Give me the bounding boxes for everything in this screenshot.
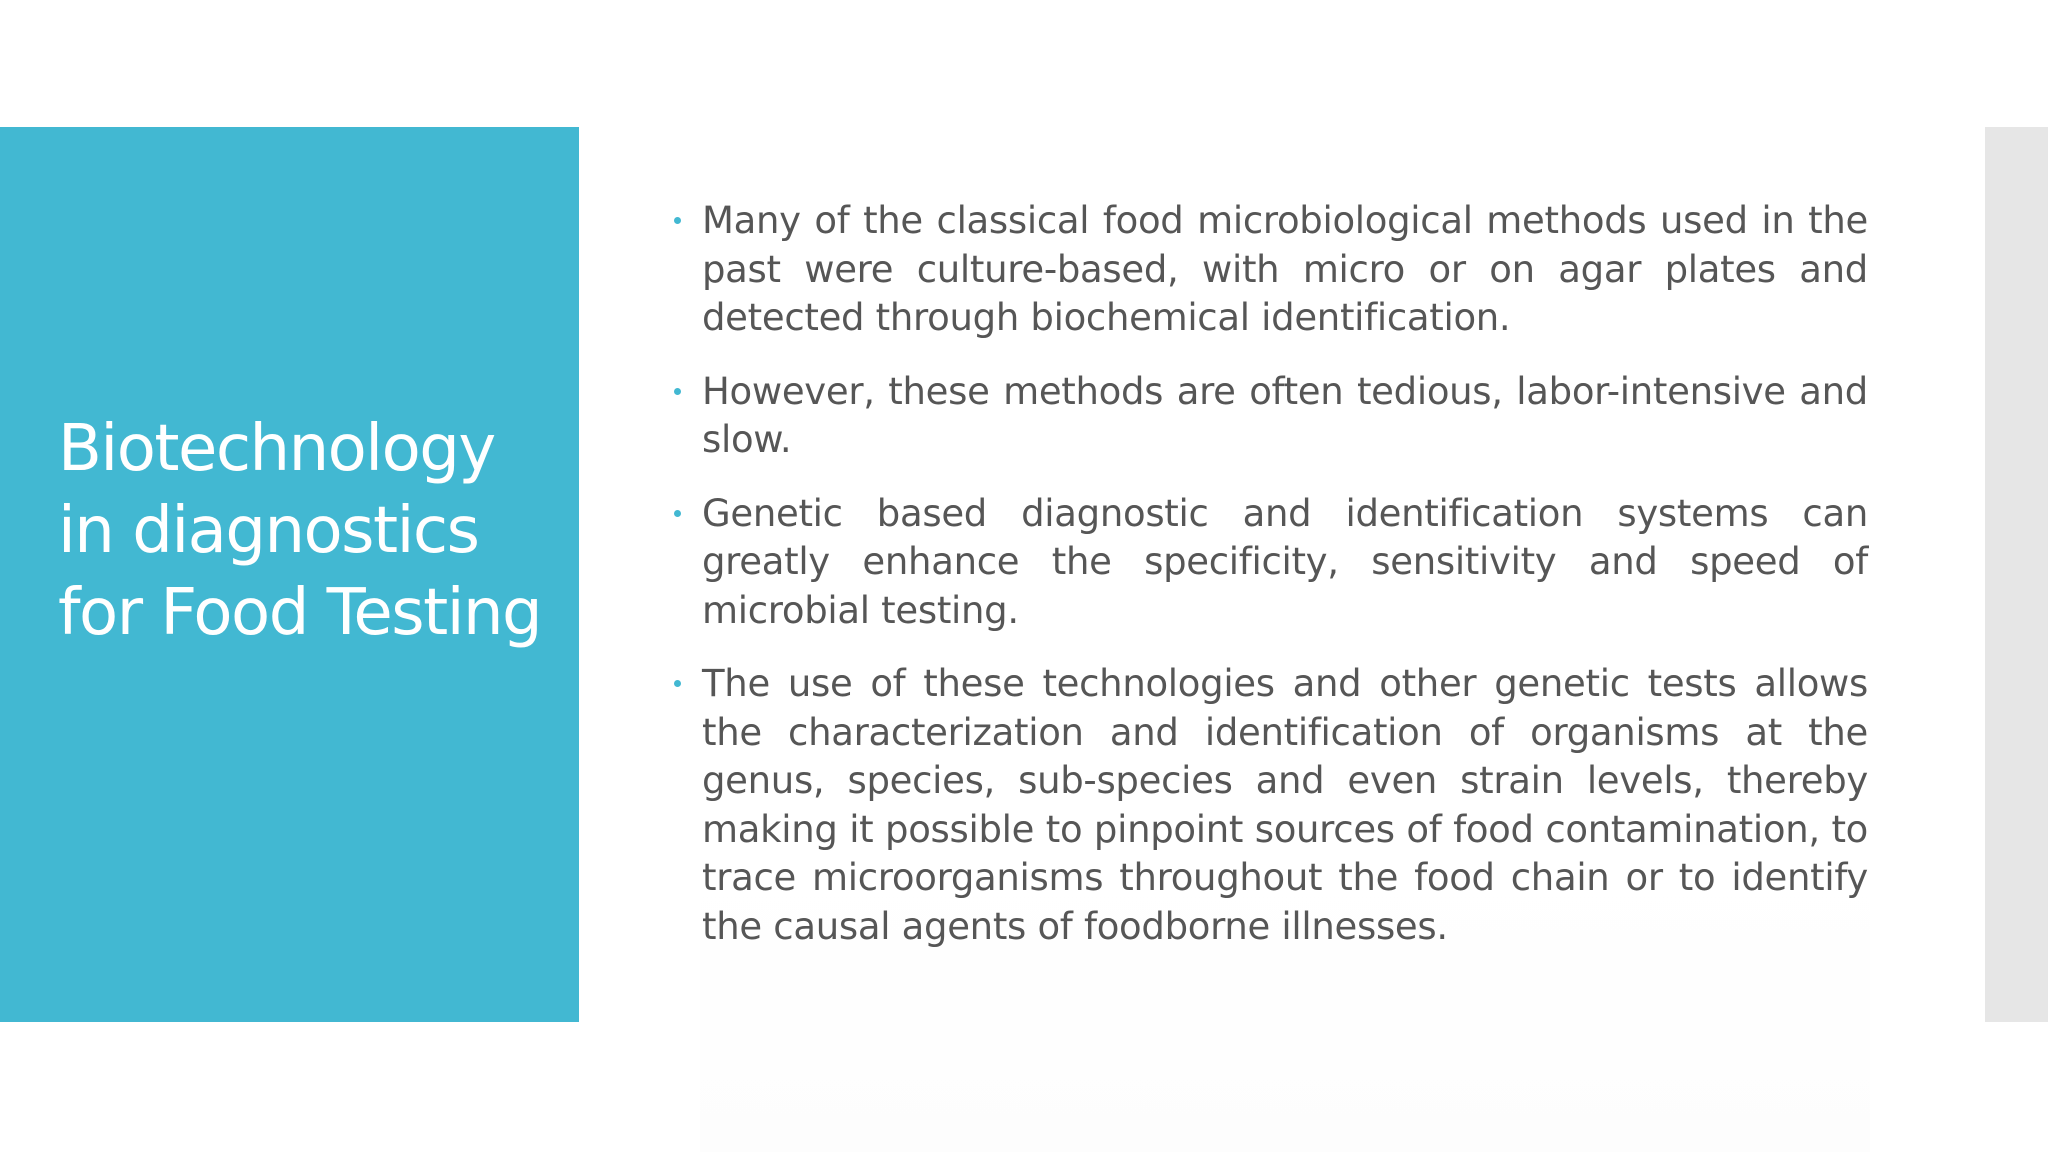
right-decorative-strip: [1985, 127, 2048, 1022]
bullet-dot-icon: [674, 217, 681, 224]
bullet-dot-icon: [674, 510, 681, 517]
bullet-item: [674, 660, 1868, 951]
bullet-dot-icon: [674, 680, 681, 687]
bullet-text: However, these methods are often tedious, labor-intensive and slow.: [702, 369, 1868, 461]
bullet-item: [674, 368, 1868, 465]
bullet-list: [674, 197, 1868, 976]
bullet-text: Genetic based diagnostic and identification systems can greatly enhance the specificity, sensitivity and speed of microbial testing.: [702, 491, 1868, 632]
bullet-text: The use of these technologies and other genetic tests allows the characterization and identification of organisms at the genus, species, sub-species and even strain levels, thereby making it possible to pinpoint sources of food contamination, to trace microorganisms throughout the food chain or to identify the causal agents of foodborne illnesses.: [702, 662, 1868, 948]
bullet-item: [674, 490, 1868, 636]
bullet-dot-icon: [674, 388, 681, 395]
bullet-text: Many of the classical food microbiological methods used in the past were culture-based, with micro or on agar plates and detected through biochemical identification.: [702, 199, 1868, 339]
slide-title: Biotechnology in diagnostics for Food Testing: [58, 412, 542, 650]
bullet-item: [674, 197, 1868, 343]
